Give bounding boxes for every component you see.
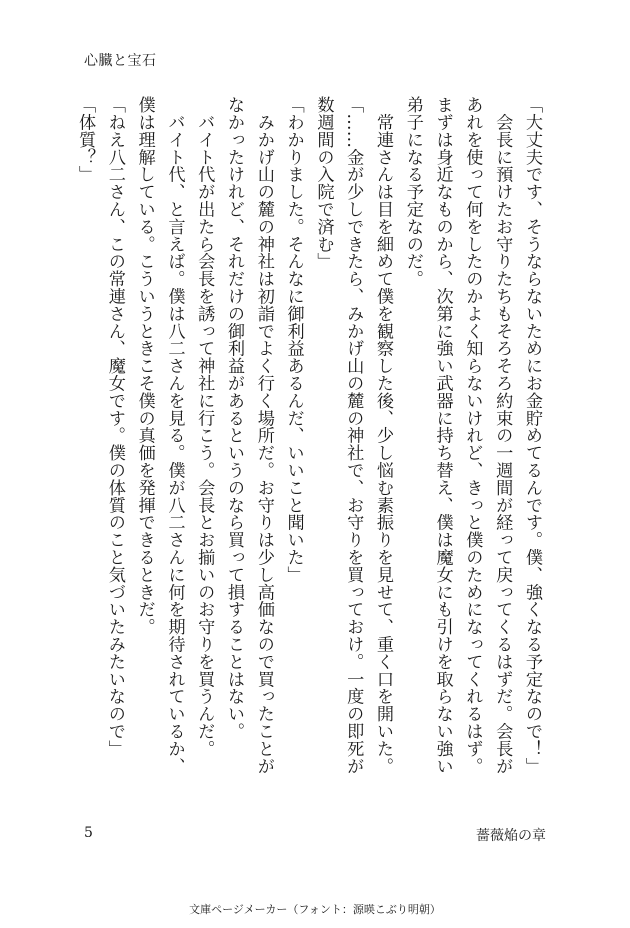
text-line: 常連さんは目を細めて僕を観察した後、少し悩む素振りを見せて、重く口を開いた。 <box>373 96 394 775</box>
text-line: バイト代、と言えば。僕は八二さんを見る。僕が八二さんに何を期待されているか、 <box>164 96 185 775</box>
text-line: 「……金が少しできたら、みかげ山の麓の神社で、お守りを買っておけ。一度の即死が <box>343 96 364 775</box>
body-text <box>69 96 546 784</box>
text-line: まずは身近なものから、次第に強い武器に持ち替え、僕は魔女にも引けを取らない強い <box>432 96 453 775</box>
text-line: なかったけれど、それだけの御利益があるというのなら買って損することはない。 <box>224 96 245 740</box>
text-line: 「体質？」 <box>75 96 96 183</box>
chapter-title: 薔薇焔の章 <box>476 828 546 844</box>
text-line: 弟子になる予定なのだ。 <box>402 96 423 288</box>
text-line: 「ねえ八二さん、この常連さん、魔女です。僕の体質のこと気づいたみたいなので」 <box>104 96 125 758</box>
text-line: バイト代が出たら会長を誘って神社に行こう。会長とお揃いのお守りを買うんだ。 <box>194 96 215 758</box>
text-line: 「大丈夫です、そうならないためにお金貯めてるんです。僕、強くなる予定なので！」 <box>522 96 542 775</box>
running-header: 心臓と宝石 <box>84 53 157 69</box>
text-line: あれを使って何をしたのかよく知らないけれど、きっと僕のためになってくれるはず。 <box>462 96 483 775</box>
text-line: みかげ山の麓の神社は初詣でよく行く場所だ。お守りは少し高価なので買ったことが <box>253 96 274 775</box>
text-line: 会長に預けたお守りたちもそろそろ約束の一週間が経って戻ってくるはずだ。会長が <box>492 96 513 775</box>
text-line: 「わかりました。そんなに御利益あるんだ、いいこと聞いた」 <box>283 96 304 584</box>
text-line: 僕は理解している。こういうときこそ僕の真価を発揮できるときだ。 <box>134 96 155 636</box>
text-line: 数週間の入院で済む」 <box>313 96 334 270</box>
page-number: 5 <box>84 825 93 841</box>
footer-credit: 文庫ページメーカー（フォント：源暎こぶり明朝） <box>189 903 441 916</box>
